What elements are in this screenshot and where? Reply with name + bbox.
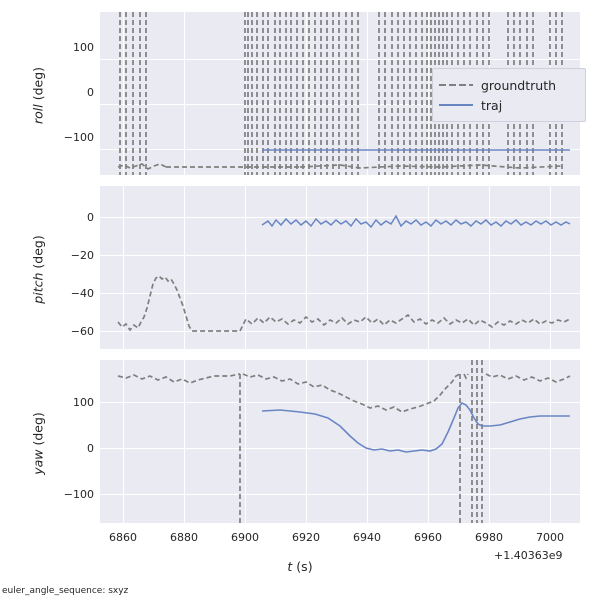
pitch-ytick: 0 (87, 211, 94, 224)
figure-footnote: euler_angle_sequence: sxyz (2, 586, 129, 596)
xtick: 7000 (536, 531, 564, 544)
roll-ytick: −100 (63, 131, 94, 144)
roll-ytick: 100 (73, 41, 94, 54)
legend-label-traj: traj (481, 97, 503, 113)
xtick: 6940 (353, 531, 381, 544)
roll-ytick: 0 (87, 86, 94, 99)
xtick: 6900 (231, 531, 259, 544)
xtick: 6960 (414, 531, 442, 544)
legend (432, 68, 586, 122)
xtick: 6860 (109, 531, 137, 544)
xtick: 6920 (292, 531, 320, 544)
pitch-ytick: −20 (70, 249, 94, 262)
yaw-axis-label: yaw (deg) (30, 412, 46, 475)
legend-label-groundtruth: groundtruth (481, 77, 557, 93)
xtick: 6880 (170, 531, 198, 544)
roll-axis-label: roll (deg) (30, 66, 46, 125)
pitch-axis-label: pitch (deg) (30, 235, 46, 304)
xtick: 6980 (475, 531, 503, 544)
yaw-series-traj (100, 360, 580, 523)
pitch-ytick: −60 (70, 325, 94, 338)
pitch-plot-panel (100, 186, 580, 349)
pitch-series-traj (100, 186, 580, 349)
legend-entry-groundtruth (439, 75, 577, 95)
pitch-ytick: −40 (70, 287, 94, 300)
yaw-ytick: −100 (63, 488, 94, 501)
yaw-ytick: 100 (73, 396, 94, 409)
x-axis-label: t (s) (287, 559, 313, 574)
x-axis-offset: +1.40363e9 (494, 549, 563, 562)
yaw-plot-panel (100, 360, 580, 523)
legend-entry-traj (439, 95, 577, 115)
yaw-ytick: 0 (87, 442, 94, 455)
